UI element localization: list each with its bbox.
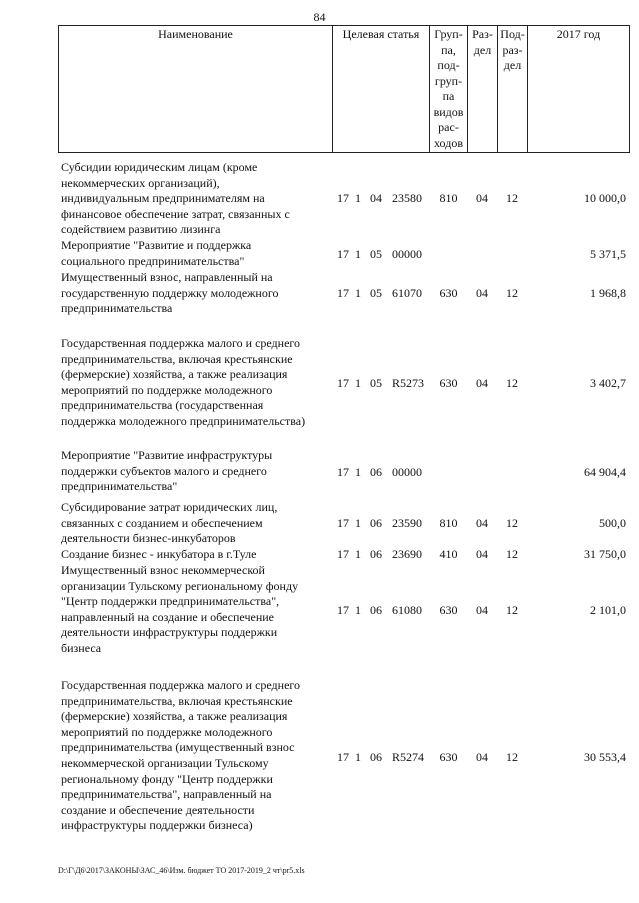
row-amount: 5 371,5 (590, 247, 626, 261)
row-code-program: 17 (337, 750, 349, 764)
row-expense-type: 630 (439, 603, 458, 617)
row-code-program: 17 (337, 247, 349, 261)
row-section: 04 (476, 376, 488, 390)
row-code-program: 17 (337, 286, 349, 300)
row-name: Имущественный взнос некоммерческой организации Тульскому региональному фонду "Центр поддержки предпринимательства", направленный на создание и обеспечение деятельности инфраструктуры поддержки бизнеса (61, 563, 299, 655)
header-target: Целевая статья (333, 26, 430, 153)
table-row (58, 500, 629, 547)
row-amount: 500,0 (599, 516, 626, 530)
row-code-direction: R5273 (392, 376, 425, 390)
row-subsection: 12 (506, 286, 518, 300)
row-code-subprogram: 1 (355, 247, 361, 261)
row-code-event: 04 (370, 191, 382, 205)
row-code-direction: 23590 (392, 516, 422, 530)
header-section: Раз- дел (468, 26, 498, 153)
row-code-event: 06 (370, 516, 382, 530)
table-row (58, 160, 629, 238)
row-name: Субсидии юридическим лицам (кроме некоммерческих организаций), индивидуальным предпринимателям на финансовое обеспечение затрат, связанных с содействием развитию лизинга (61, 160, 290, 237)
row-section: 04 (476, 750, 488, 764)
row-code-subprogram: 1 (355, 516, 361, 530)
row-section: 04 (476, 516, 488, 530)
row-code-event: 06 (370, 750, 382, 764)
row-code-subprogram: 1 (355, 750, 361, 764)
header-year: 2017 год (528, 26, 630, 153)
row-name: Имущественный взнос, направленный на государственную поддержку молодежного предпринимательства (61, 270, 279, 316)
row-code-event: 05 (370, 247, 382, 261)
row-name: Государственная поддержка малого и среднего предпринимательства, включая крестьянские (фермерские) хозяйства, а также реализация мероприятий по поддержке молодежного предпринимательства (имущественный взнос некоммерческой организации Тульскому региональному фонду "Центр поддержки предпринимательства", направленный на создание и обеспечение деятельности инфраструктуры поддержки бизнеса) (61, 678, 301, 833)
row-section: 04 (476, 286, 488, 300)
row-section: 04 (476, 603, 488, 617)
row-amount: 3 402,7 (590, 376, 626, 390)
row-expense-type: 810 (439, 516, 458, 530)
row-code-subprogram: 1 (355, 191, 361, 205)
file-path-footer: D:\Г\Д6\2017\ЗАКОНЫ\ЗАС_46\Изм. бюджет ТО 2017-2019_2 чт\pr5.xls (58, 866, 305, 875)
row-subsection: 12 (506, 191, 518, 205)
row-code-direction: 61080 (392, 603, 422, 617)
row-expense-type: 810 (439, 191, 458, 205)
row-code-program: 17 (337, 191, 349, 205)
row-amount: 1 968,8 (590, 286, 626, 300)
table-row (58, 336, 629, 448)
row-subsection: 12 (506, 516, 518, 530)
row-expense-type: 630 (439, 750, 458, 764)
row-subsection: 12 (506, 376, 518, 390)
row-code-direction: R5274 (392, 750, 425, 764)
row-section: 04 (476, 191, 488, 205)
row-section: 04 (476, 547, 488, 561)
row-code-direction: 23580 (392, 191, 422, 205)
row-code-event: 05 (370, 286, 382, 300)
row-expense-type: 630 (439, 376, 458, 390)
table-row (58, 238, 629, 270)
row-code-event: 06 (370, 465, 382, 479)
row-code-direction: 23690 (392, 547, 422, 561)
row-code-program: 17 (337, 516, 349, 530)
row-code-subprogram: 1 (355, 286, 361, 300)
row-code-event: 06 (370, 547, 382, 561)
row-code-subprogram: 1 (355, 603, 361, 617)
row-name: Государственная поддержка малого и среднего предпринимательства, включая крестьянские (фермерские) хозяйства, а также реализация мероприятий по поддержке молодежного предпринимательства (государственная поддержка молодежного предпринимательства) (61, 336, 306, 428)
row-name: Создание бизнес - инкубатора в г.Туле (61, 547, 257, 561)
row-amount: 30 553,4 (584, 750, 626, 764)
row-code-program: 17 (337, 465, 349, 479)
row-code-program: 17 (337, 376, 349, 390)
row-subsection: 12 (506, 547, 518, 561)
row-expense-type: 410 (439, 547, 458, 561)
row-name: Субсидирование затрат юридических лиц, связанных с созданием и обеспечением деятельности бизнес-инкубаторов (61, 500, 278, 546)
row-name: Мероприятие "Развитие и поддержка социального предпринимательства" (61, 238, 252, 268)
row-code-direction: 00000 (392, 247, 422, 261)
table-row (58, 547, 629, 563)
row-code-direction: 00000 (392, 465, 422, 479)
row-name: Мероприятие "Развитие инфраструктуры поддержки субъектов малого и среднего предпринимательства" (61, 448, 273, 494)
row-code-event: 05 (370, 376, 382, 390)
page-number: 84 (313, 10, 326, 24)
row-amount: 2 101,0 (590, 603, 626, 617)
header-name: Наименование (59, 26, 333, 153)
row-code-subprogram: 1 (355, 376, 361, 390)
table-header (58, 25, 630, 153)
row-subsection: 12 (506, 603, 518, 617)
row-code-event: 06 (370, 603, 382, 617)
row-code-program: 17 (337, 547, 349, 561)
table-row (58, 448, 629, 500)
row-code-subprogram: 1 (355, 547, 361, 561)
row-code-program: 17 (337, 603, 349, 617)
table-row (58, 270, 629, 336)
header-subsection: Под- раз- дел (498, 26, 528, 153)
row-code-subprogram: 1 (355, 465, 361, 479)
row-amount: 64 904,4 (584, 465, 626, 479)
table-row (58, 678, 629, 838)
table-row (58, 563, 629, 674)
row-expense-type: 630 (439, 286, 458, 300)
row-code-direction: 61070 (392, 286, 422, 300)
row-amount: 31 750,0 (584, 547, 626, 561)
header-group: Груп- па, под- груп- па видов рас- ходов (430, 26, 468, 153)
row-subsection: 12 (506, 750, 518, 764)
row-amount: 10 000,0 (584, 191, 626, 205)
